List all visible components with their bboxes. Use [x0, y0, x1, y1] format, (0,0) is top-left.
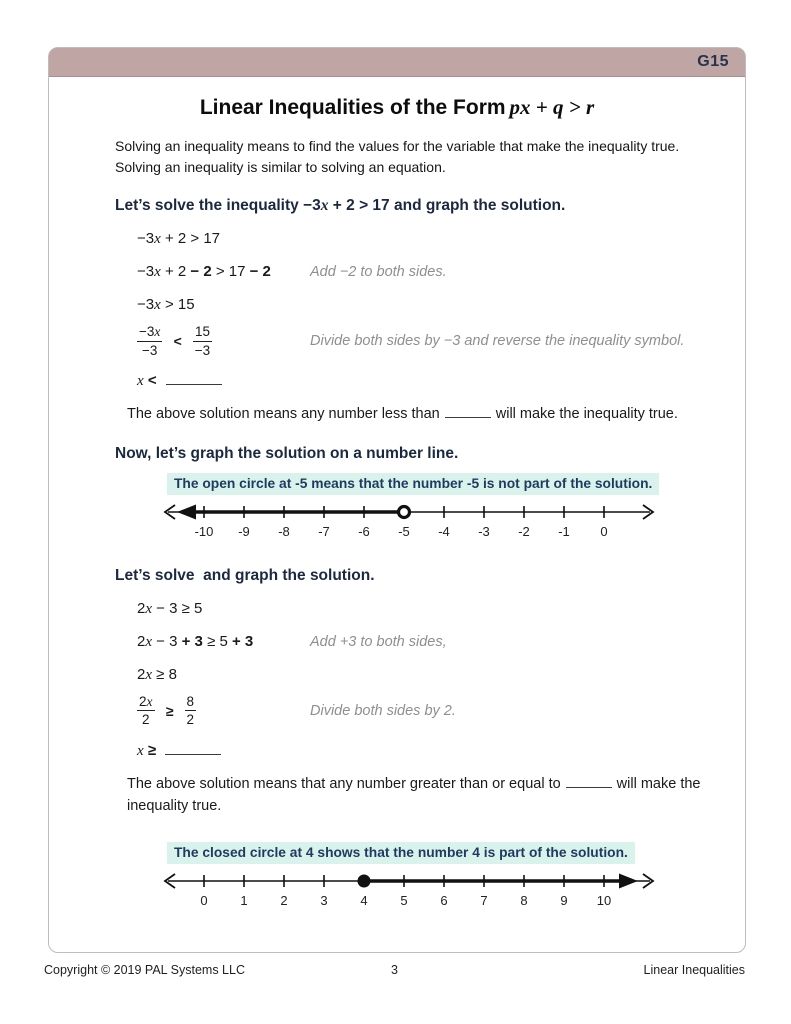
math-expression: 2x − 3 ≥ 5	[137, 599, 203, 617]
footer-page-number: 3	[391, 963, 398, 977]
math-expression: −3x > 15	[137, 296, 195, 313]
math-expression: 2x − 3 + 3 ≥ 5 + 3	[137, 632, 254, 650]
svg-text:9: 9	[560, 892, 568, 908]
math-expression	[137, 694, 310, 728]
svg-text:10: 10	[596, 892, 612, 908]
answer-blank	[566, 776, 612, 788]
fraction-left	[137, 324, 162, 358]
svg-text:-7: -7	[318, 523, 330, 539]
example1-answer-line	[137, 371, 715, 390]
number-line-1	[159, 499, 715, 548]
step-note: Add −2 to both sides.	[310, 264, 447, 280]
inequality-operator: <	[173, 333, 182, 350]
answer-blank	[165, 741, 221, 755]
fraction-denominator: −3	[142, 342, 158, 358]
closed-circle-callout: The closed circle at 4 shows that the number 4 is part of the solution.	[167, 842, 635, 864]
math-expression: −3x + 2 − 2 > 17 − 2	[137, 263, 271, 280]
svg-text:-5: -5	[398, 523, 410, 539]
inequality-operator: ≥	[165, 702, 174, 719]
svg-text:-2: -2	[518, 523, 530, 539]
open-circle-callout: The open circle at -5 means that the number -5 is not part of the solution.	[167, 473, 659, 495]
example2-conclusion: The above solution means that any number greater than or equal to will make the inequality true.	[127, 775, 701, 814]
solution-ray-arrowhead-icon	[177, 504, 196, 519]
page-tag: G15	[697, 53, 729, 70]
math-step-fraction	[137, 324, 715, 358]
math-expression: −3x + 2 > 17	[137, 230, 220, 247]
math-step	[137, 230, 715, 248]
number-line-1-svg	[159, 499, 659, 543]
example2-heading: Let’s solve and graph the solution.	[115, 566, 375, 584]
number-line-2-svg	[159, 868, 659, 912]
page-header-bar	[49, 48, 745, 77]
svg-text:0: 0	[200, 892, 208, 908]
fraction-numerator: 15	[193, 324, 212, 342]
math-expression	[137, 324, 310, 358]
step-note: Divide both sides by −3 and reverse the inequality symbol.	[310, 333, 685, 350]
svg-text:8: 8	[520, 892, 528, 908]
math-expression: x <	[137, 372, 161, 390]
solution-ray-arrowhead-icon	[619, 873, 638, 888]
footer-copyright: Copyright © 2019 PAL Systems LLC	[44, 963, 245, 977]
closed-circle-marker	[358, 874, 371, 887]
svg-text:6: 6	[440, 892, 448, 908]
number-line-2	[159, 868, 715, 917]
svg-text:-6: -6	[358, 523, 370, 539]
math-expression: 2x ≥ 8	[137, 665, 177, 683]
fraction-denominator: 2	[142, 712, 150, 728]
example1-steps	[137, 230, 715, 358]
math-step	[137, 600, 715, 618]
example2-answer-line	[137, 741, 715, 760]
math-step-fraction	[137, 694, 715, 728]
graph-section-heading: Now, let’s graph the solution on a number line.	[115, 444, 459, 462]
math-expression: x ≥	[137, 741, 161, 759]
svg-text:-8: -8	[278, 523, 290, 539]
fraction-left	[137, 694, 155, 728]
tick-labels	[200, 893, 611, 908]
worksheet-page	[48, 47, 746, 953]
svg-text:-4: -4	[438, 523, 450, 539]
fraction-denominator: 2	[186, 712, 195, 728]
math-step	[137, 263, 715, 281]
example1-conclusion: The above solution means any number less than will make the inequality true.	[127, 406, 678, 423]
example2-steps	[137, 600, 715, 728]
footer-doc-title: Linear Inequalities	[643, 963, 746, 977]
math-step	[137, 296, 715, 314]
page-title-text: Linear Inequalities of the Form	[199, 96, 506, 119]
math-step	[137, 633, 715, 651]
svg-text:3: 3	[320, 892, 328, 908]
step-note: Divide both sides by 2.	[310, 702, 456, 719]
svg-text:5: 5	[400, 892, 408, 908]
svg-text:-9: -9	[238, 523, 250, 539]
step-note: Add +3 to both sides,	[310, 633, 447, 650]
intro-paragraph: Solving an inequality means to find the values for the variable that make the inequality true. Solving an inequality is similar to solving an equation.	[115, 138, 680, 175]
svg-text:-10: -10	[194, 523, 214, 539]
fraction-right	[193, 324, 212, 358]
svg-text:1: 1	[240, 892, 248, 908]
svg-text:4: 4	[360, 892, 368, 908]
svg-text:2: 2	[280, 892, 288, 908]
fraction-denominator: −3	[194, 342, 211, 358]
svg-text:7: 7	[480, 892, 488, 908]
fraction-numerator: −3x	[137, 324, 162, 342]
example1-heading: Let’s solve the inequality −3x + 2 > 17 and graph the solution.	[115, 197, 566, 214]
page-content	[49, 136, 745, 917]
page-footer	[44, 963, 745, 977]
math-step	[137, 666, 715, 684]
fraction-numerator: 8	[185, 694, 197, 712]
page-title-formula: px + q > r	[509, 95, 595, 119]
open-circle-marker	[399, 506, 410, 517]
page-title	[49, 95, 745, 120]
tick-labels	[195, 524, 608, 539]
answer-blank	[445, 406, 491, 418]
svg-text:-1: -1	[558, 523, 570, 539]
svg-text:0: 0	[600, 523, 608, 539]
fraction-numerator: 2x	[137, 694, 155, 712]
answer-blank	[166, 371, 222, 385]
svg-text:-3: -3	[478, 523, 490, 539]
fraction-right	[185, 694, 197, 728]
